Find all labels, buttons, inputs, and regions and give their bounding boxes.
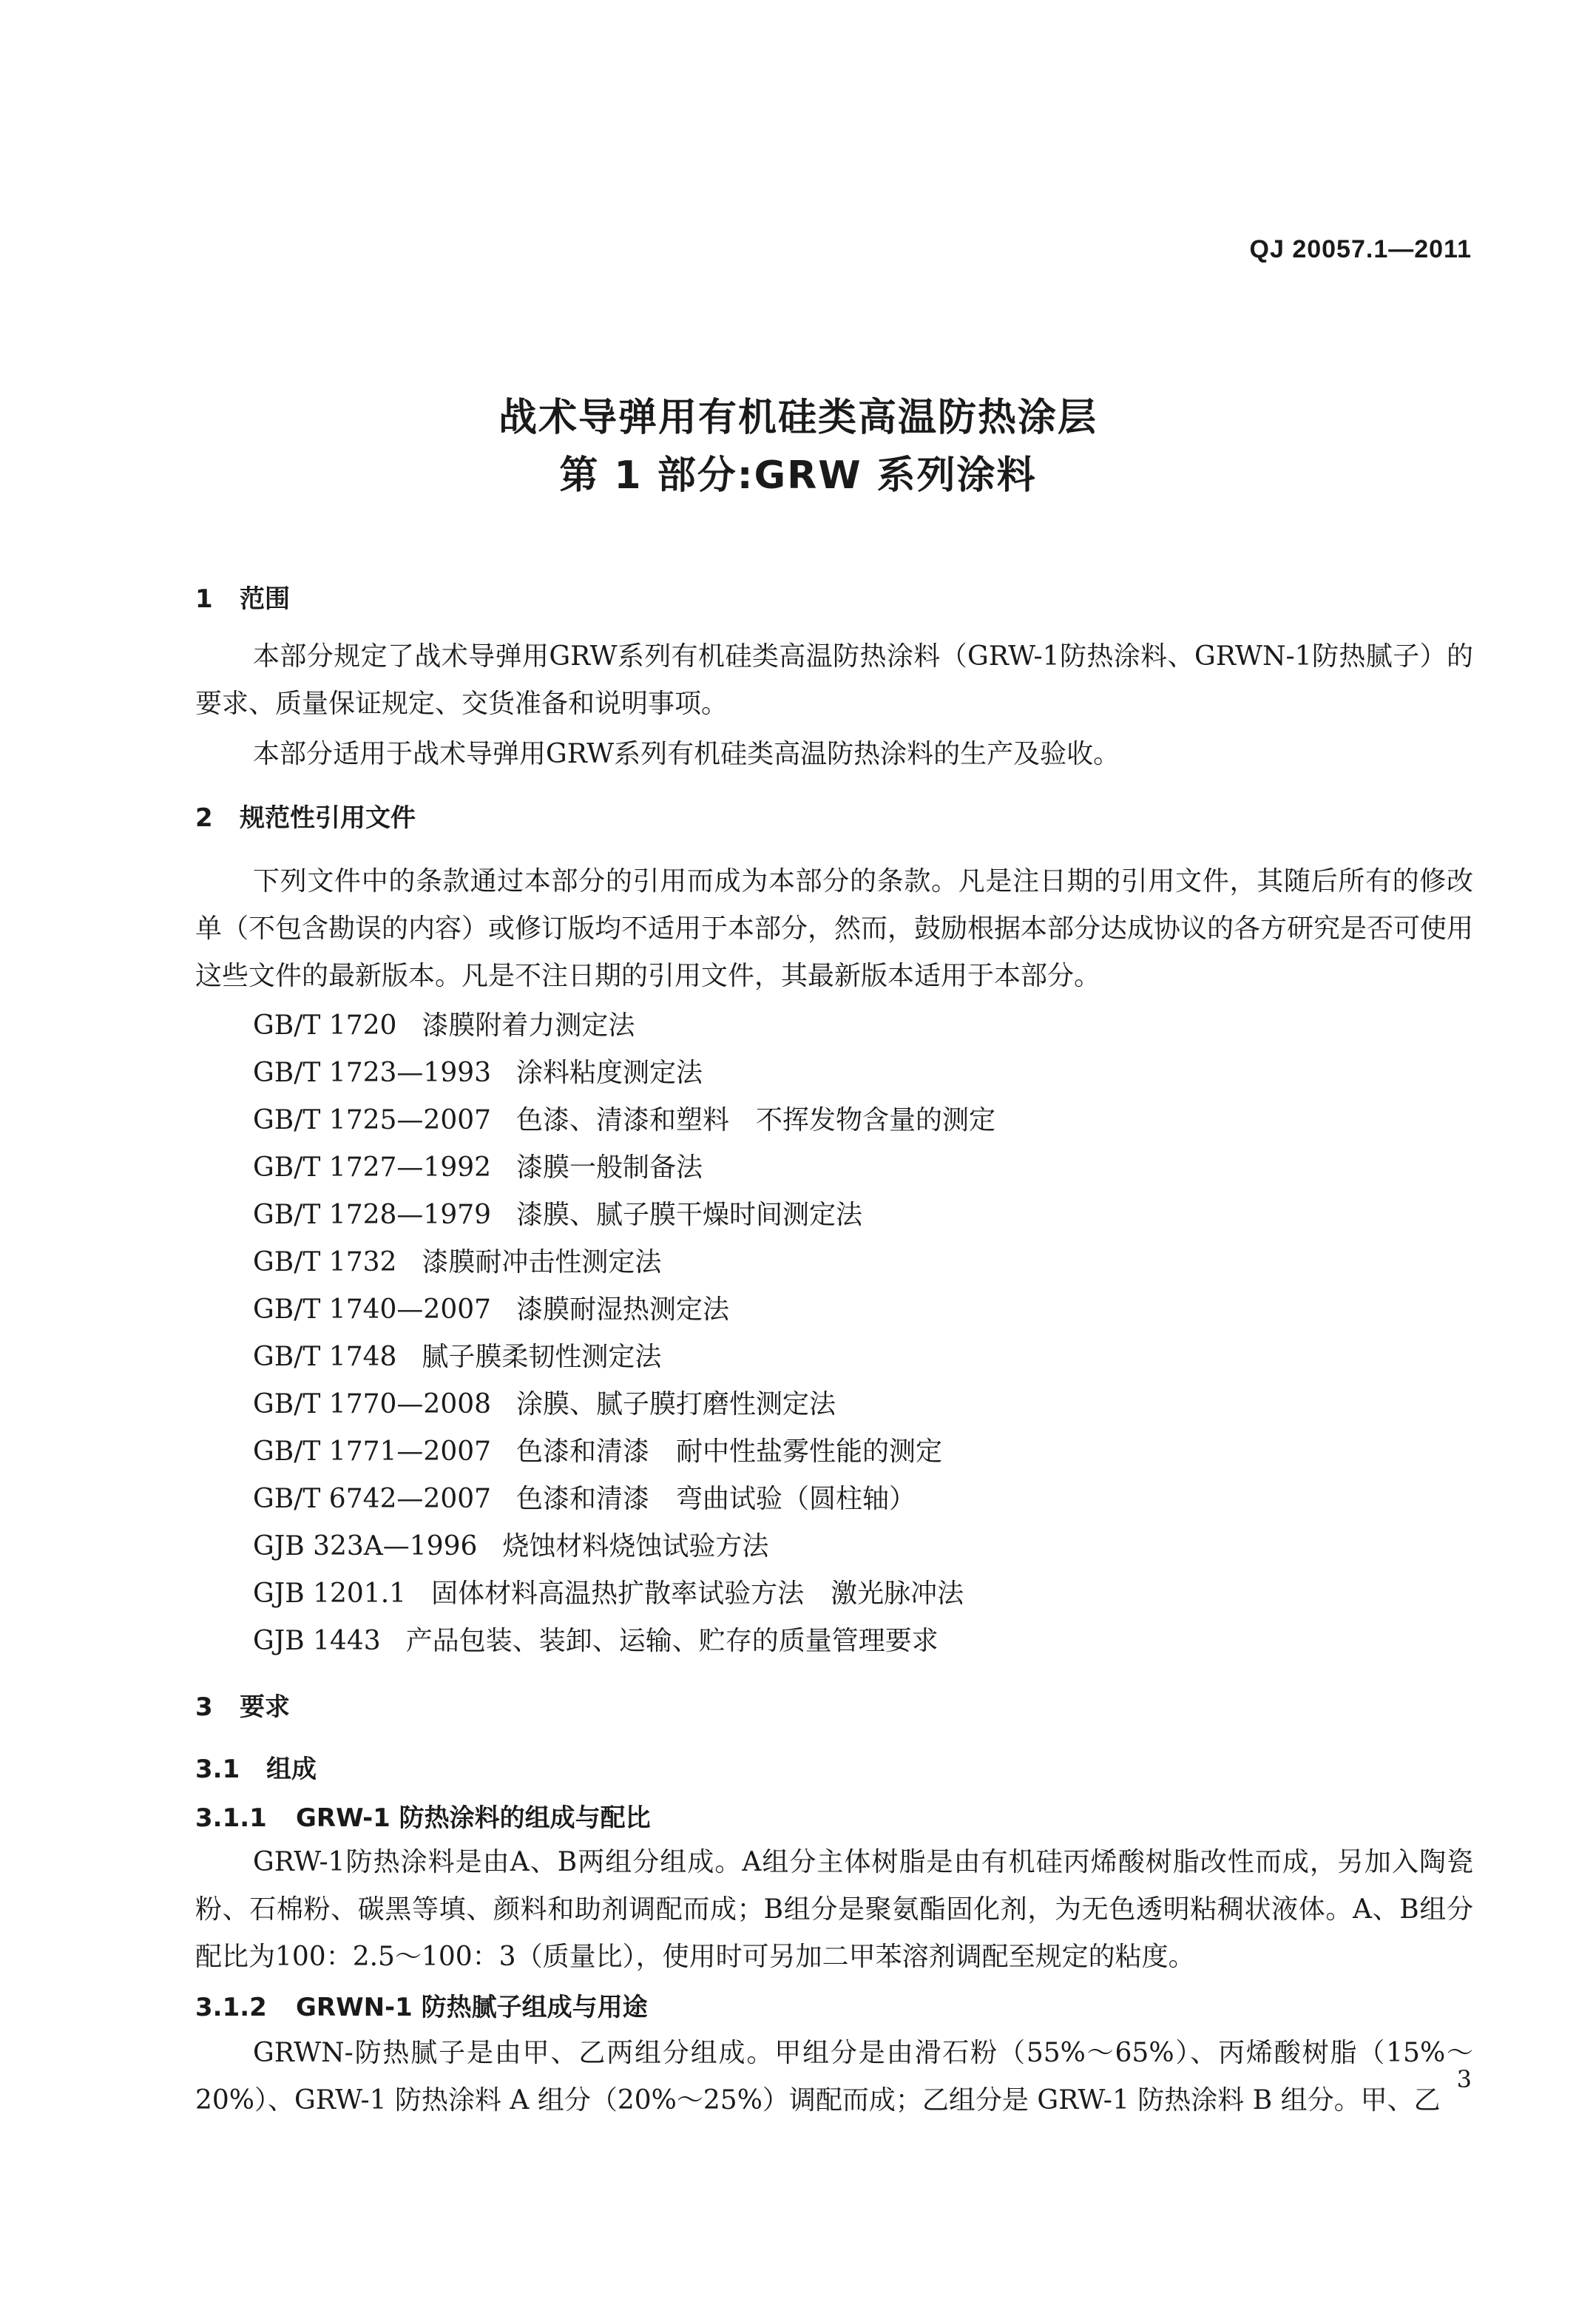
- reference-item: [253, 1573, 964, 1610]
- reference-code: GB/T 1732: [253, 1247, 397, 1277]
- reference-code: GB/T 1748: [253, 1342, 397, 1372]
- reference-item: [253, 1289, 729, 1326]
- reference-code: GJB 1443: [253, 1626, 381, 1656]
- section-2-heading: [195, 797, 416, 834]
- reference-item: [253, 1099, 995, 1137]
- reference-item: [253, 1525, 768, 1563]
- reference-item: [253, 1383, 836, 1421]
- reference-code: GJB 323A—1996: [253, 1531, 478, 1561]
- section-title: GRWN-1 防热腻子组成与用途: [296, 1993, 648, 2022]
- reference-code: GB/T 1728—1979: [253, 1200, 492, 1230]
- reference-title: 漆膜耐冲击性测定法: [422, 1247, 662, 1277]
- reference-item: [253, 1431, 942, 1468]
- document-title-line1: 战术导弹用有机硅类高温防热涂层: [498, 396, 1098, 440]
- reference-code: GB/T 1723—1993: [253, 1058, 492, 1088]
- reference-title: 色漆、清漆和塑料 不挥发物含量的测定: [516, 1105, 996, 1135]
- reference-title: 漆膜、腻子膜干燥时间测定法: [516, 1200, 863, 1230]
- reference-title: 漆膜一般制备法: [516, 1152, 703, 1183]
- reference-title: 漆膜耐湿热测定法: [516, 1294, 730, 1325]
- reference-item: [253, 1620, 939, 1658]
- reference-item: [253, 1478, 916, 1516]
- section-3-1-1-paragraph: GRW-1防热涂料是由A、B两组分组成。A组分主体树脂是由有机硅丙烯酸树脂改性而成，另加入陶瓷粉、石棉粉、碳黑等填、颜料和助剂调配而成；B组分是聚氨酯固化剂，为无色透明粘稠状液体。A、B组分配比为100：2.5～100：3（质量比），使用时可另加二甲苯溶剂调配至规定的粘度。: [195, 1847, 1473, 1972]
- section-number: 3: [195, 1692, 213, 1722]
- reference-item: [253, 1241, 661, 1279]
- reference-title: 色漆和清漆 弯曲试验（圆柱轴）: [516, 1484, 916, 1514]
- section-number: 3.1.2: [195, 1993, 267, 2022]
- page-number: 3: [1456, 2065, 1472, 2093]
- reference-item: [253, 1336, 661, 1374]
- section-1-paragraph-1: 本部分规定了战术导弹用GRW系列有机硅类高温防热涂料（GRW-1防热涂料、GRWN-1防热腻子）的要求、质量保证规定、交货准备和说明事项。: [195, 641, 1473, 719]
- reference-item: [253, 1004, 635, 1042]
- reference-code: GB/T 6742—2007: [253, 1484, 492, 1514]
- reference-title: 烧蚀材料烧蚀试验方法: [502, 1531, 769, 1561]
- section-title: GRW-1 防热涂料的组成与配比: [296, 1803, 651, 1833]
- section-title: 规范性引用文件: [240, 803, 416, 833]
- section-number: 3.1: [195, 1755, 240, 1784]
- reference-title: 涂膜、腻子膜打磨性测定法: [516, 1389, 836, 1419]
- reference-title: 色漆和清漆 耐中性盐雾性能的测定: [516, 1436, 943, 1467]
- section-3-1-2-heading: [195, 1987, 648, 2023]
- document-title-line2: 第 1 部分:GRW 系列涂料: [559, 453, 1037, 498]
- reference-code: GB/T 1770—2008: [253, 1389, 492, 1419]
- reference-code: GB/T 1725—2007: [253, 1105, 492, 1135]
- section-number: 2: [195, 803, 213, 833]
- reference-code: GJB 1201.1: [253, 1578, 407, 1609]
- reference-title: 涂料粘度测定法: [516, 1058, 703, 1088]
- section-number: 1: [195, 584, 213, 614]
- reference-item: [253, 1194, 862, 1232]
- section-title: 要求: [240, 1692, 290, 1722]
- section-title: 组成: [266, 1755, 317, 1784]
- reference-code: GB/T 1727—1992: [253, 1152, 492, 1183]
- section-1-heading: [195, 578, 290, 615]
- section-3-1-2-paragraph: GRWN-防热腻子是由甲、乙两组分组成。甲组分是由滑石粉（55%～65%）、丙烯酸树脂（15%～20%）、GRW-1 防热涂料 A 组分（20%～25%）调配而成；乙组分是 GRW-1 防热涂料 B 组分。甲、乙: [195, 2038, 1473, 2116]
- reference-code: GB/T 1740—2007: [253, 1294, 492, 1325]
- section-2-paragraph-1: 下列文件中的条款通过本部分的引用而成为本部分的条款。凡是注日期的引用文件，其随后所有的修改单（不包含勘误的内容）或修订版均不适用于本部分，然而，鼓励根据本部分达成协议的各方研究是否可使用这些文件的最新版本。凡是不注日期的引用文件，其最新版本适用于本部分。: [195, 866, 1474, 991]
- reference-title: 腻子膜柔韧性测定法: [422, 1342, 662, 1372]
- reference-code: GB/T 1720: [253, 1010, 397, 1041]
- reference-title: 漆膜附着力测定法: [422, 1010, 635, 1041]
- reference-item: [253, 1147, 703, 1184]
- section-3-1-heading: [195, 1749, 317, 1785]
- reference-title: 固体材料高温热扩散率试验方法 激光脉冲法: [431, 1578, 964, 1609]
- section-3-heading: [195, 1686, 290, 1723]
- section-3-1-1-heading: [195, 1797, 651, 1834]
- reference-code: GB/T 1771—2007: [253, 1436, 492, 1467]
- reference-item: [253, 1052, 703, 1090]
- reference-title: 产品包装、装卸、运输、贮存的质量管理要求: [405, 1626, 939, 1656]
- section-title: 范围: [240, 584, 290, 614]
- section-1-paragraph-2: 本部分适用于战术导弹用GRW系列有机硅类高温防热涂料的生产及验收。: [253, 739, 1120, 769]
- document-code: QJ 20057.1—2011: [1249, 235, 1472, 263]
- section-number: 3.1.1: [195, 1803, 267, 1833]
